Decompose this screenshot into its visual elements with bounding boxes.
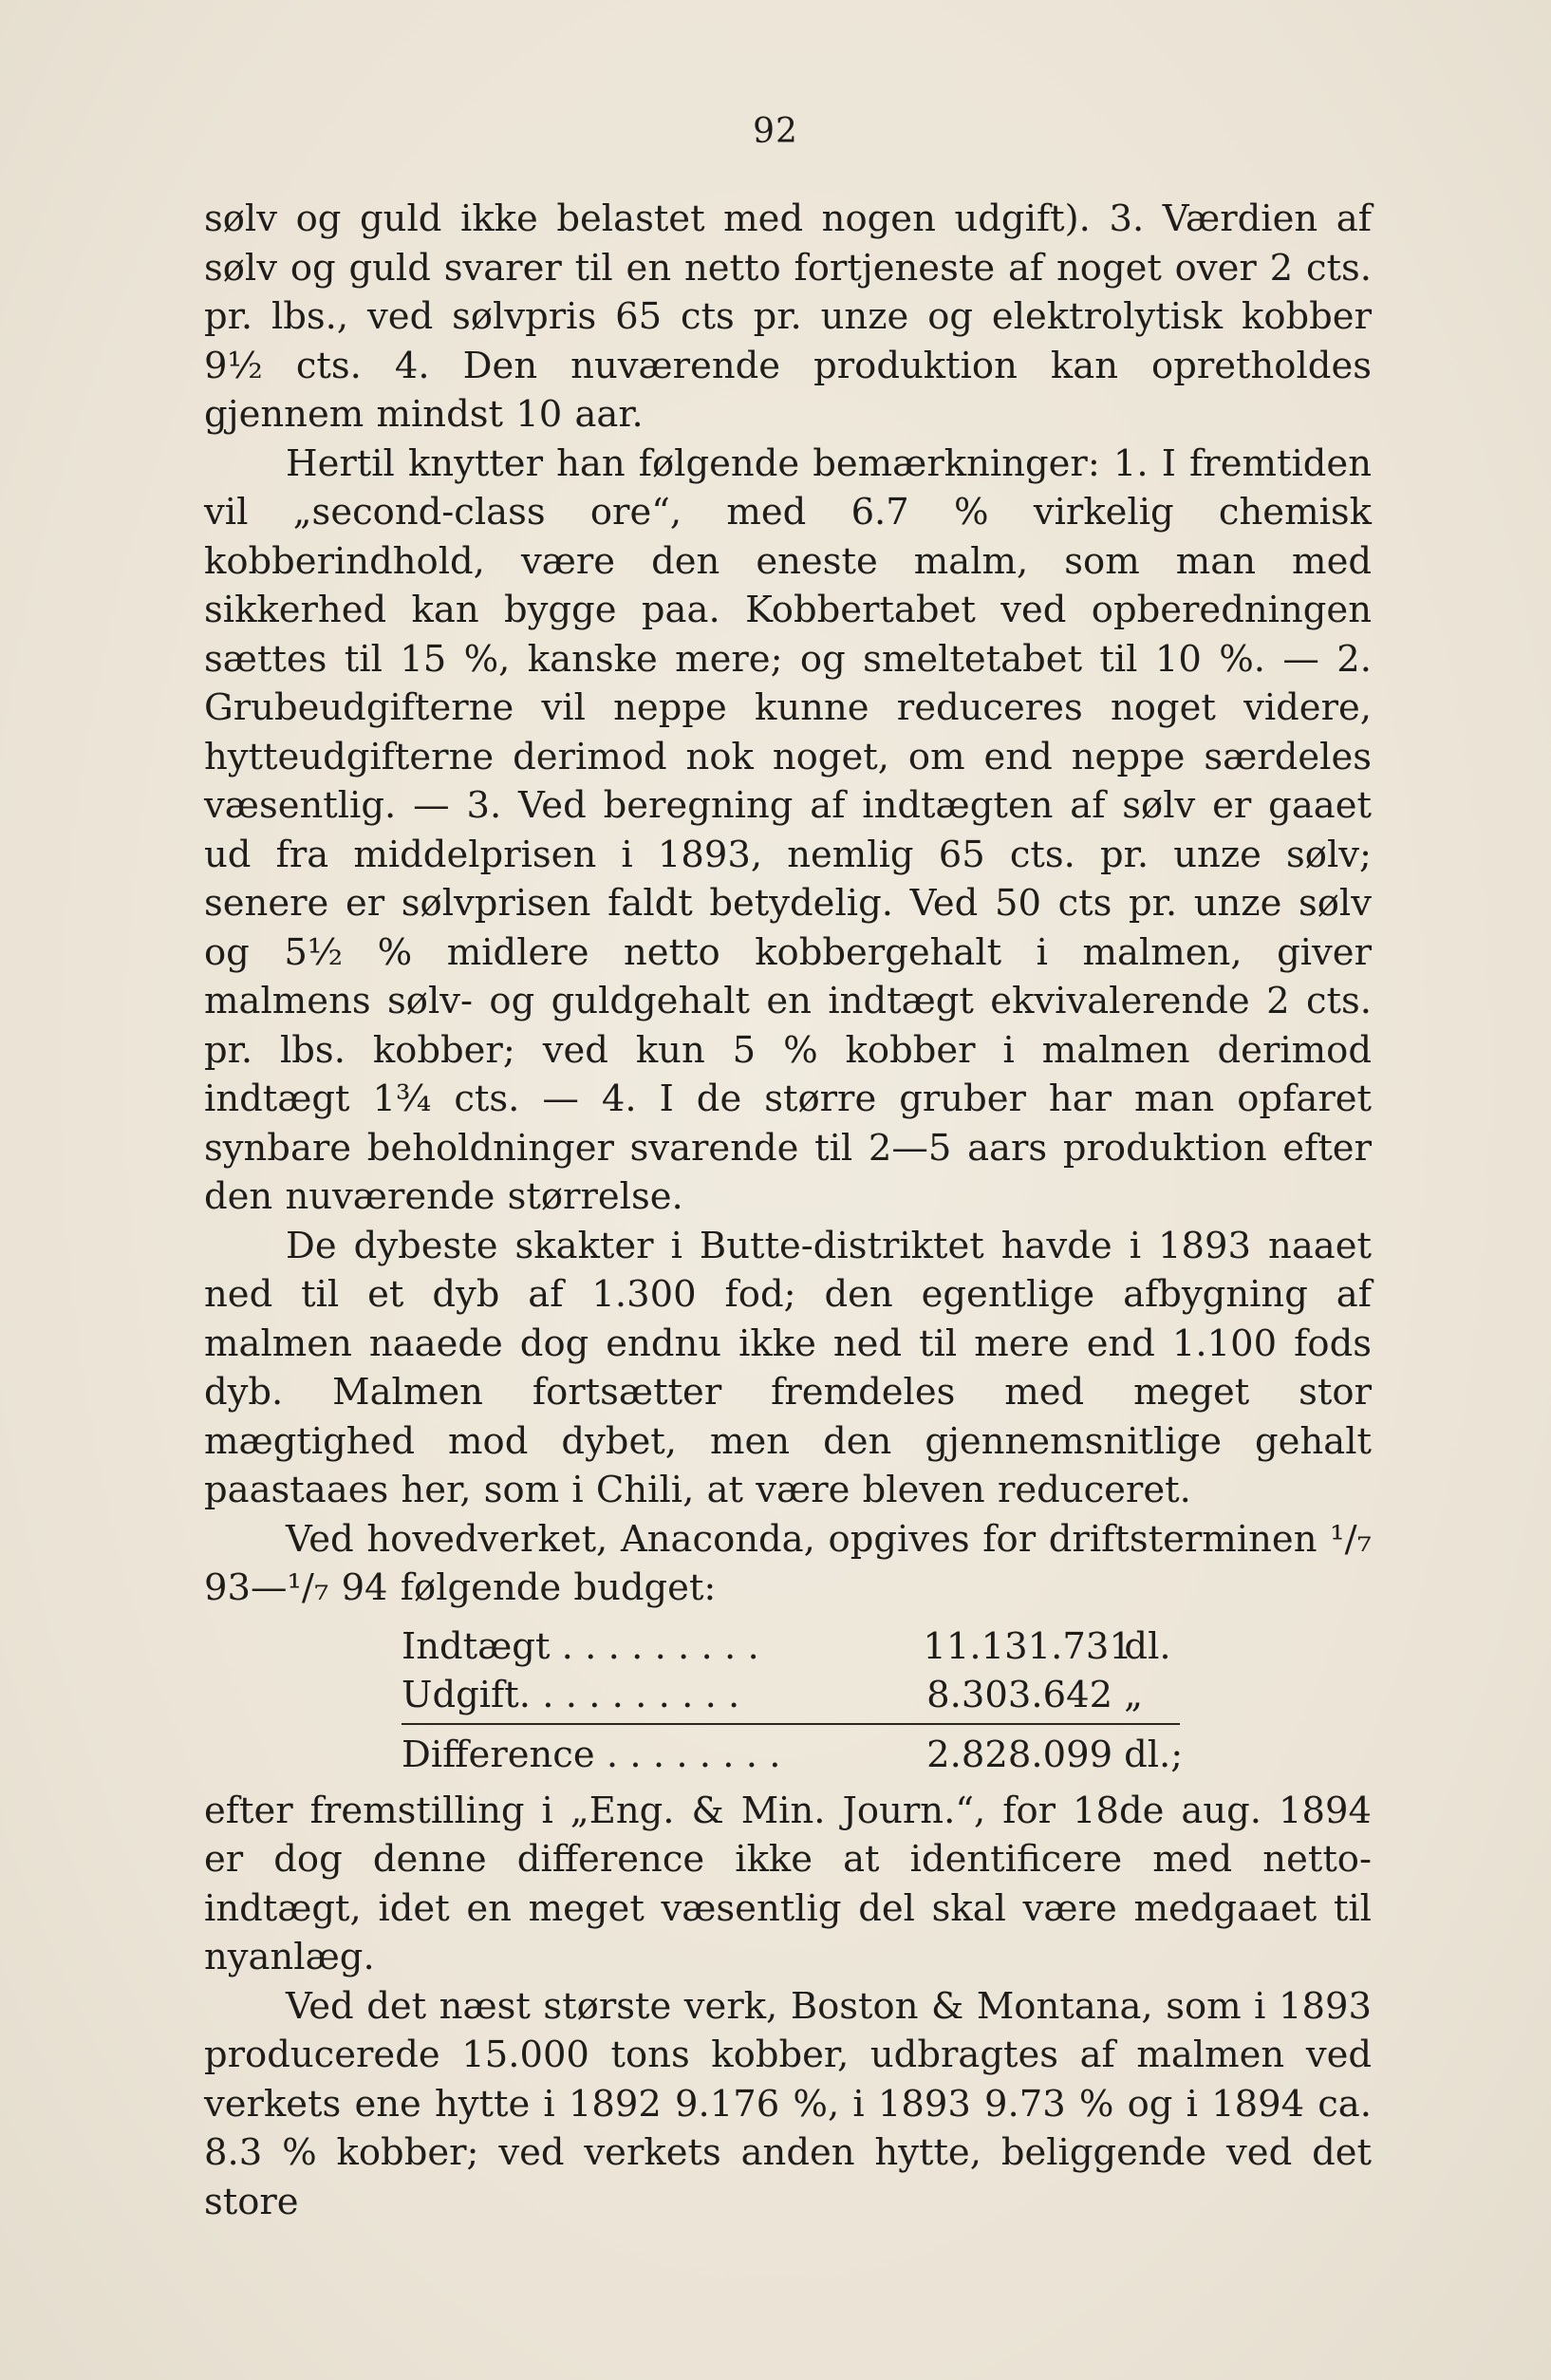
paragraph-shafts: De dybeste skakter i Butte-distriktet havde i 1893 naaet ned til et dyb af 1.300 fod; den egentlige afbygning af malmen naaede dog endnu ikke ned til mere end 1.100 fods dyb. Malmen fortsætter fremdeles med meget stor mægtighed mod dybet, men den gjennemsnitlige gehalt paastaaes her, som i Chili, at være bleven reduceret. — [204, 1224, 1372, 1511]
budget-unit: „ — [1124, 1673, 1144, 1716]
budget-unit: dl. — [1124, 1624, 1171, 1668]
budget-divider — [402, 1723, 1180, 1725]
budget-amount: 8.303.642 — [926, 1673, 1113, 1716]
paragraph-budget-intro: Ved hovedverket, Anaconda, opgives for driftsterminen ¹/₇ 93—¹/₇ 94 følgende budget: — [204, 1517, 1372, 1609]
paragraph-remarks: Hertil knytter han følgende bemærkninger: 1. I fremtiden vil „second-class ore“, med 6.7 % virkelig chemisk kobberindhold, være den eneste malm, som man med sikkerhed kan bygge paa. Kobbertabet ved opberedningen sættes til 15 %, kanske mere; og smeltetabet til 10 %. — 2. Grubeudgifterne vil neppe kunne reduceres noget videre, hytteudgifterne derimod nok noget, om end neppe særdeles væsentlig. — 3. Ved beregning af indtægten af sølv er gaaet ud fra middelprisen i 1893, nemlig 65 cts. pr. unze sølv; senere er sølvprisen faldt betydelig. Ved 50 cts pr. unze sølv og 5½ % midlere netto kobbergehalt i malmen, giver malmens sølv- og guldgehalt en indtægt ekvivalerende 2 cts. pr. lbs. kobber; ved kun 5 % kobber i malmen derimod indtægt 1¾ cts. — 4. I de større gruber har man opfaret synbare beholdninger svarende til 2—5 aars produktion efter den nuværende størrelse. — [204, 441, 1372, 1218]
paragraph-boston-montana: Ved det næst største verk, Boston & Montana, som i 1893 producerede 15.000 tons kobber, udbragtes af malmen ved verkets ene hytte i 1892 9.176 %, i 1893 9.73 % og i 1894 ca. 8.3 % kobber; ved verkets anden hytte, beliggende ved det store — [204, 1984, 1372, 2223]
budget-row-difference — [402, 1731, 1194, 1779]
paragraph-continued: sølv og guld ikke belastet med nogen udgift). 3. Værdien af sølv og guld svarer til en netto fortjeneste af noget over 2 cts. pr. lbs., ved sølvpris 65 cts pr. unze og elektrolytisk kobber 9½ cts. 4. Den nuværende produktion kan opretholdes gjennem mindst 10 aar. — [204, 197, 1372, 436]
body-text — [204, 195, 1372, 2226]
budget-unit: dl.; — [1124, 1733, 1184, 1776]
budget-label: Difference . . . . . . . . — [402, 1733, 781, 1776]
budget-table — [402, 1622, 1194, 1779]
budget-row-expense — [402, 1671, 1194, 1719]
page-number: 92 — [753, 112, 798, 151]
paragraph-journal-note: efter fremstilling i „Eng. & Min. Journ.“, for 18de aug. 1894 er dog denne difference ikke at identificere med netto-indtægt, idet en meget væsentlig del skal være medgaaet til nyanlæg. — [204, 1789, 1372, 1978]
budget-label: Indtægt . . . . . . . . . — [402, 1624, 759, 1668]
budget-row-income — [402, 1622, 1194, 1671]
budget-amount: 11.131.731 — [923, 1624, 1132, 1668]
budget-label: Udgift. . . . . . . . . . — [402, 1673, 740, 1716]
budget-amount: 2.828.099 — [926, 1733, 1113, 1776]
